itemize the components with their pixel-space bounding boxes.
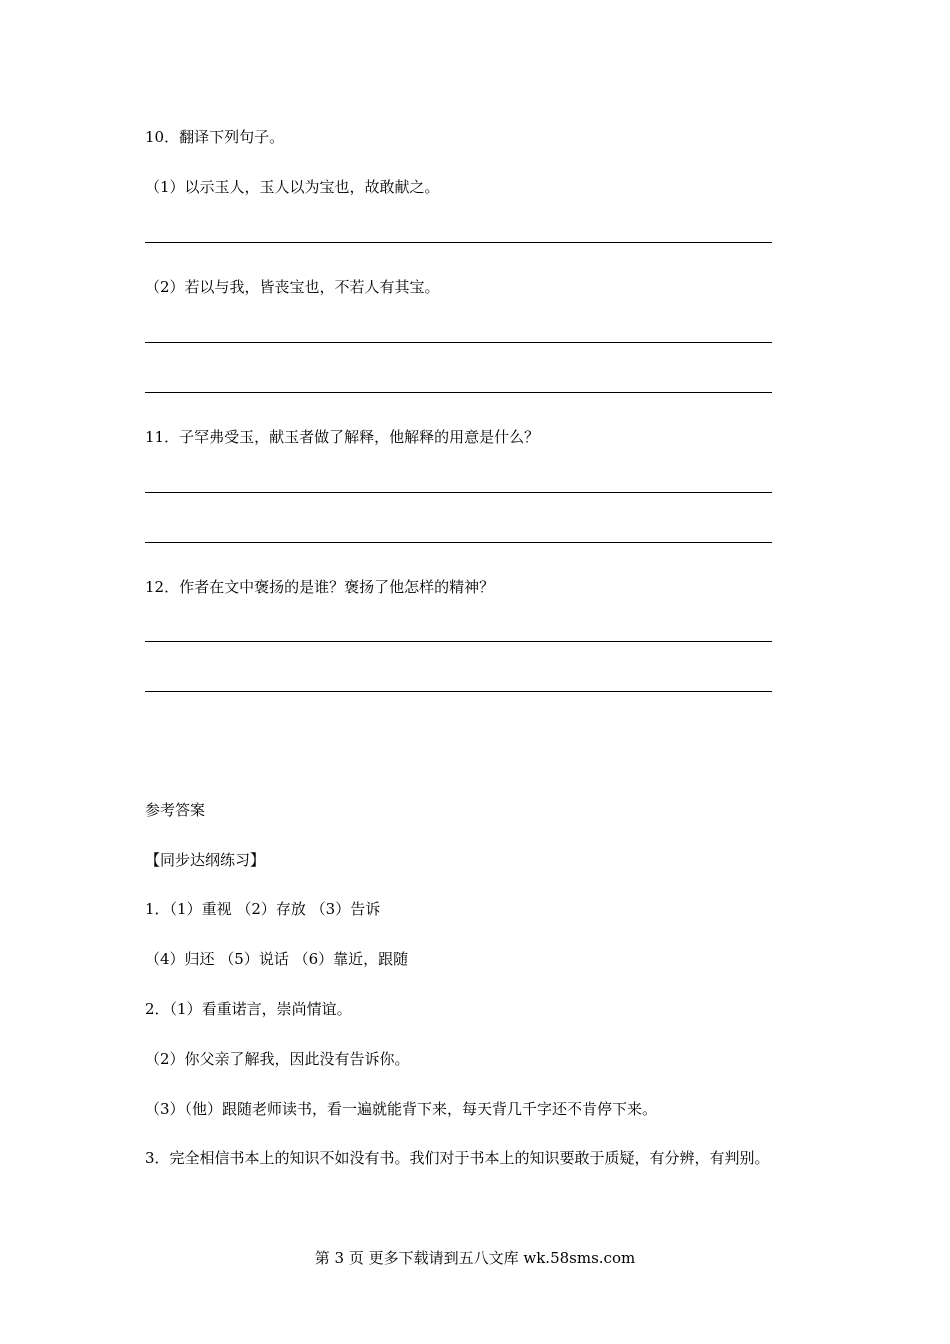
answer-2-line-3: （3）（他）跟随老师读书，看一遍就能背下来，每天背几千字还不肯停下来。 [145, 1100, 658, 1118]
question-12-title: 12．作者在文中褒扬的是谁？褒扬了他怎样的精神？ [145, 578, 495, 596]
answer-3: 3．完全相信书本上的知识不如没有书。我们对于书本上的知识要敢于质疑，有分辨，有判别。 [145, 1149, 770, 1167]
answer-1-line-1: 1．（1）重视 （2）存放 （3）告诉 [145, 900, 381, 918]
answer-line[interactable] [145, 242, 772, 243]
question-10-title: 10．翻译下列句子。 [145, 128, 285, 146]
answer-2-line-2: （2）你父亲了解我，因此没有告诉你。 [145, 1050, 410, 1068]
answer-2-line-1: 2．（1）看重诺言，崇尚情谊。 [145, 1000, 352, 1018]
page-footer[interactable]: 第 3 页 更多下载请到五八文库 wk.58sms.com [314, 1249, 636, 1267]
question-11-title: 11．子罕弗受玉，献玉者做了解释，他解释的用意是什么？ [145, 428, 540, 446]
question-10-sentence-2: （2）若以与我，皆丧宝也，不若人有其宝。 [145, 278, 440, 296]
answer-line[interactable] [145, 641, 772, 642]
answer-line[interactable] [145, 492, 772, 493]
question-10-sentence-1: （1）以示玉人，玉人以为宝也，故敢献之。 [145, 178, 440, 196]
answer-1-line-2: （4）归还 （5）说话 （6）靠近，跟随 [145, 950, 409, 968]
answer-line[interactable] [145, 392, 772, 393]
answers-heading: 参考答案 [145, 801, 206, 819]
answers-section-title: 【同步达纲练习】 [145, 851, 266, 869]
answer-line[interactable] [145, 691, 772, 692]
answer-line[interactable] [145, 342, 772, 343]
answer-line[interactable] [145, 542, 772, 543]
